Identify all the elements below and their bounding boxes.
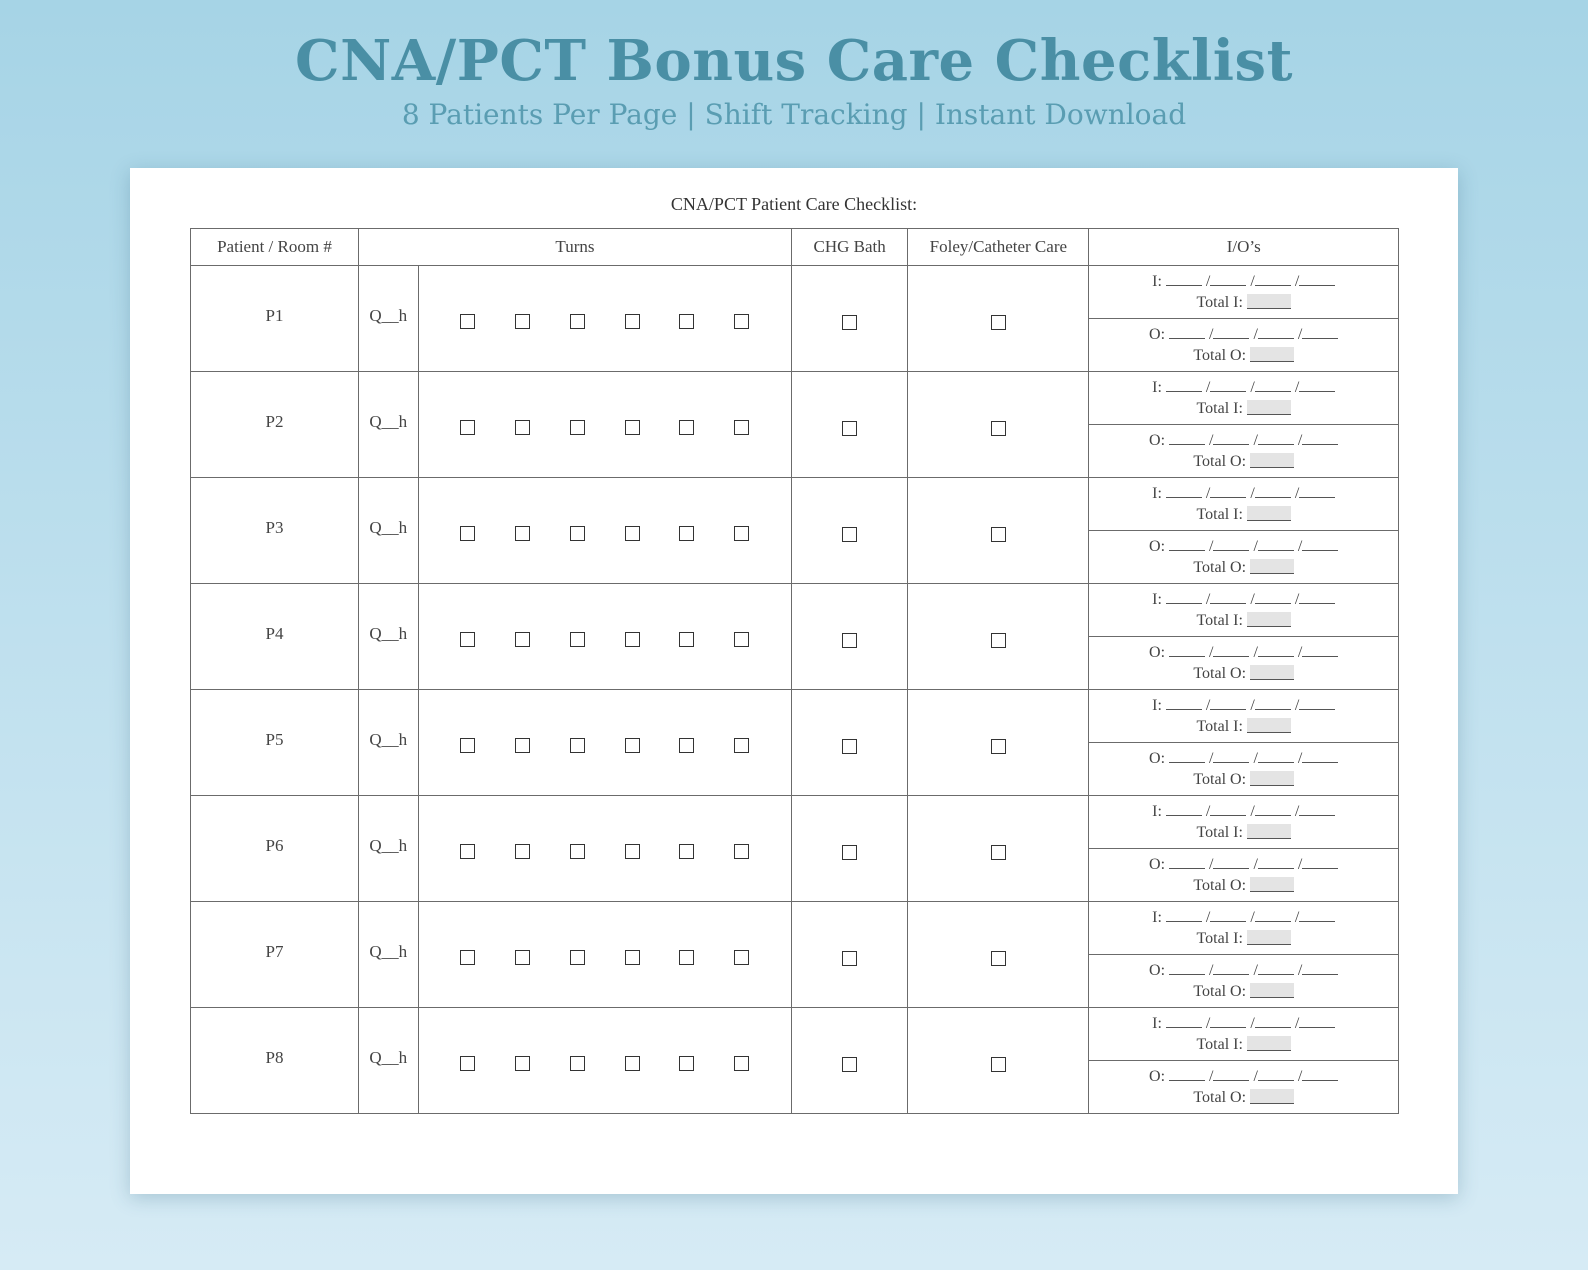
total-output-label: Total O: [1193,771,1247,788]
turns-cell [418,372,791,478]
blank-line[interactable] [1166,485,1202,498]
table-row [191,584,1399,637]
chg-bath-checkbox[interactable] [842,845,857,860]
blank-line[interactable] [1166,803,1202,816]
total-output-label: Total O: [1193,559,1247,576]
total-intake-field[interactable] [1247,718,1291,733]
blank-line[interactable] [1166,273,1202,286]
checklist-sheet [130,168,1458,1194]
intake-label: I: [1152,1015,1162,1032]
chg-bath-checkbox[interactable] [842,421,857,436]
turns-cell [418,1008,791,1114]
turn-checkbox[interactable] [570,526,585,541]
intake-line: I: / / / [1089,801,1398,822]
intake-total [1089,504,1398,525]
chg-bath-checkbox[interactable] [842,951,857,966]
total-intake-field[interactable] [1247,400,1291,415]
total-intake-field[interactable] [1247,506,1291,521]
total-intake-label: Total I: [1196,506,1243,523]
total-output-field[interactable] [1250,559,1294,574]
total-output-field[interactable] [1250,1089,1294,1104]
intake-line: I: / / / [1089,483,1398,504]
turn-checkbox[interactable] [460,1056,475,1071]
turn-checkbox[interactable] [734,950,749,965]
turn-checkbox[interactable] [679,738,694,753]
turn-checkbox[interactable] [734,420,749,435]
blank-line[interactable] [1210,485,1246,498]
total-intake-field[interactable] [1247,612,1291,627]
turn-checkbox[interactable] [734,738,749,753]
turn-checkbox[interactable] [515,314,530,329]
intake-total [1089,822,1398,843]
intake-total [1089,398,1398,419]
blank-line[interactable] [1302,432,1338,445]
foley-care-cell [908,372,1089,478]
turn-checkbox[interactable] [460,950,475,965]
blank-line[interactable] [1255,909,1291,922]
intake-cell [1089,690,1399,743]
foley-care-cell [908,796,1089,902]
turn-checkbox[interactable] [460,632,475,647]
total-output-label: Total O: [1193,665,1247,682]
output-label: O: [1149,432,1166,449]
intake-label: I: [1152,379,1162,396]
patient-id: P4 [265,623,284,643]
col-header-chg-bath: CHG Bath [791,229,907,266]
col-header-turns: Turns [358,229,791,266]
output-line: O: / / / [1089,536,1398,557]
total-output-label: Total O: [1193,877,1247,894]
turn-frequency: Q__h [369,941,408,961]
checklist-table [190,228,1399,1114]
intake-label: I: [1152,697,1162,714]
output-total [1089,769,1398,790]
blank-line[interactable] [1166,379,1202,392]
turn-checkbox[interactable] [625,844,640,859]
patient-cell [191,266,359,372]
blank-line[interactable] [1213,538,1249,551]
blank-line[interactable] [1255,697,1291,710]
page-subtitle: 8 Patients Per Page | Shift Tracking | Instant Download [401,98,1187,131]
intake-line: I: / / / [1089,907,1398,928]
blank-line[interactable] [1255,273,1291,286]
blank-line[interactable] [1255,803,1291,816]
total-intake-label: Total I: [1196,824,1243,841]
output-line: O: / / / [1089,960,1398,981]
foley-care-cell [908,1008,1089,1114]
table-row [191,478,1399,531]
patient-cell [191,478,359,584]
turn-checkbox[interactable] [570,1056,585,1071]
foley-care-checkbox[interactable] [991,951,1006,966]
chg-bath-checkbox[interactable] [842,527,857,542]
turn-checkbox[interactable] [570,738,585,753]
turn-checkbox[interactable] [625,314,640,329]
chg-bath-cell [791,1008,907,1114]
blank-line[interactable] [1299,591,1335,604]
blank-line[interactable] [1299,1015,1335,1028]
blank-line[interactable] [1210,909,1246,922]
blank-line[interactable] [1302,962,1338,975]
output-cell [1089,849,1399,902]
col-header-patient: Patient / Room # [191,229,359,266]
total-intake-label: Total I: [1196,612,1243,629]
output-cell [1089,319,1399,372]
blank-line[interactable] [1258,750,1294,763]
table-row [191,796,1399,849]
foley-care-cell [908,902,1089,1008]
output-total [1089,345,1398,366]
turn-checkbox[interactable] [625,1056,640,1071]
turn-checkbox[interactable] [515,526,530,541]
turn-frequency-cell [358,796,418,902]
patient-id: P7 [265,941,284,961]
intake-label: I: [1152,273,1162,290]
intake-total [1089,716,1398,737]
blank-line[interactable] [1169,856,1205,869]
blank-line[interactable] [1258,326,1294,339]
turn-frequency: Q__h [369,1047,408,1067]
blank-line[interactable] [1166,697,1202,710]
blank-line[interactable] [1258,1068,1294,1081]
blank-line[interactable] [1169,432,1205,445]
intake-total [1089,1034,1398,1055]
output-label: O: [1149,644,1166,661]
turn-checkbox[interactable] [625,420,640,435]
turn-checkbox[interactable] [570,950,585,965]
foley-care-checkbox[interactable] [991,1057,1006,1072]
blank-line[interactable] [1255,1015,1291,1028]
blank-line[interactable] [1210,273,1246,286]
total-output-field[interactable] [1250,877,1294,892]
blank-line[interactable] [1302,1068,1338,1081]
foley-care-cell [908,584,1089,690]
intake-label: I: [1152,803,1162,820]
blank-line[interactable] [1210,379,1246,392]
patient-id: P3 [265,517,284,537]
output-cell [1089,743,1399,796]
output-total [1089,1087,1398,1108]
total-intake-field[interactable] [1247,1036,1291,1051]
turn-checkbox[interactable] [734,844,749,859]
turn-frequency: Q__h [369,623,408,643]
output-cell [1089,425,1399,478]
turn-checkbox[interactable] [570,632,585,647]
turn-checkbox[interactable] [460,844,475,859]
patient-id: P2 [265,411,284,431]
foley-care-cell [908,690,1089,796]
chg-bath-cell [791,266,907,372]
output-line: O: / / / [1089,642,1398,663]
blank-line[interactable] [1302,856,1338,869]
total-intake-label: Total I: [1196,400,1243,417]
col-header-foley: Foley/Catheter Care [908,229,1089,266]
blank-line[interactable] [1299,909,1335,922]
intake-cell [1089,372,1399,425]
output-label: O: [1149,856,1166,873]
output-line: O: / / / [1089,854,1398,875]
turn-checkbox[interactable] [734,1056,749,1071]
chg-bath-checkbox[interactable] [842,633,857,648]
patient-cell [191,902,359,1008]
chg-bath-checkbox[interactable] [842,739,857,754]
turn-checkbox[interactable] [679,1056,694,1071]
turn-frequency-cell [358,266,418,372]
blank-line[interactable] [1169,538,1205,551]
intake-line: I: / / / [1089,271,1398,292]
page-title: CNA/PCT Bonus Care Checklist [295,28,1293,94]
blank-line[interactable] [1213,962,1249,975]
patient-cell [191,1008,359,1114]
turn-frequency-cell [358,584,418,690]
blank-line[interactable] [1213,1068,1249,1081]
blank-line[interactable] [1299,273,1335,286]
intake-cell [1089,1008,1399,1061]
output-total [1089,981,1398,1002]
blank-line[interactable] [1169,1068,1205,1081]
blank-line[interactable] [1210,803,1246,816]
blank-line[interactable] [1169,644,1205,657]
patient-cell [191,372,359,478]
output-label: O: [1149,538,1166,555]
patient-cell [191,796,359,902]
blank-line[interactable] [1299,697,1335,710]
chg-bath-cell [791,690,907,796]
turn-frequency: Q__h [369,411,408,431]
total-output-field[interactable] [1250,347,1294,362]
intake-cell [1089,584,1399,637]
intake-cell [1089,902,1399,955]
turns-cell [418,796,791,902]
turn-checkbox[interactable] [570,844,585,859]
table-row [191,690,1399,743]
turn-checkbox[interactable] [679,314,694,329]
intake-line: I: / / / [1089,377,1398,398]
patient-id: P5 [265,729,284,749]
turn-frequency: Q__h [369,835,408,855]
foley-care-checkbox[interactable] [991,527,1006,542]
turn-frequency: Q__h [369,305,408,325]
total-output-field[interactable] [1250,771,1294,786]
turn-checkbox[interactable] [515,950,530,965]
turn-frequency-cell [358,1008,418,1114]
turn-checkbox[interactable] [679,844,694,859]
table-row [191,372,1399,425]
output-label: O: [1149,750,1166,767]
turn-checkbox[interactable] [460,526,475,541]
foley-care-cell [908,266,1089,372]
chg-bath-checkbox[interactable] [842,315,857,330]
blank-line[interactable] [1166,1015,1202,1028]
blank-line[interactable] [1255,379,1291,392]
turn-checkbox[interactable] [679,526,694,541]
patient-id: P6 [265,835,284,855]
chg-bath-cell [791,902,907,1008]
output-cell [1089,531,1399,584]
blank-line[interactable] [1258,962,1294,975]
intake-cell [1089,266,1399,319]
turn-checkbox[interactable] [570,314,585,329]
patient-cell [191,690,359,796]
blank-line[interactable] [1258,432,1294,445]
intake-line: I: / / / [1089,589,1398,610]
turn-checkbox[interactable] [515,632,530,647]
intake-line: I: / / / [1089,1013,1398,1034]
table-row [191,902,1399,955]
intake-total [1089,610,1398,631]
blank-line[interactable] [1166,909,1202,922]
foley-care-checkbox[interactable] [991,633,1006,648]
foley-care-checkbox[interactable] [991,315,1006,330]
turn-checkbox[interactable] [515,844,530,859]
blank-line[interactable] [1255,591,1291,604]
turn-frequency: Q__h [369,729,408,749]
blank-line[interactable] [1169,750,1205,763]
turn-checkbox[interactable] [679,420,694,435]
blank-line[interactable] [1258,644,1294,657]
foley-care-cell [908,478,1089,584]
intake-label: I: [1152,591,1162,608]
turns-cell [418,584,791,690]
turns-cell [418,902,791,1008]
chg-bath-cell [791,372,907,478]
chg-bath-cell [791,478,907,584]
total-intake-field[interactable] [1247,930,1291,945]
total-output-label: Total O: [1193,453,1247,470]
intake-cell [1089,796,1399,849]
patient-id: P8 [265,1047,284,1067]
turn-checkbox[interactable] [679,950,694,965]
turn-checkbox[interactable] [625,950,640,965]
sheet-title: CNA/PCT Patient Care Checklist: [670,194,918,214]
foley-care-checkbox[interactable] [991,845,1006,860]
blank-line[interactable] [1258,856,1294,869]
output-cell [1089,1061,1399,1114]
blank-line[interactable] [1255,485,1291,498]
intake-cell [1089,478,1399,531]
blank-line[interactable] [1210,697,1246,710]
blank-line[interactable] [1213,750,1249,763]
chg-bath-checkbox[interactable] [842,1057,857,1072]
turns-cell [418,478,791,584]
blank-line[interactable] [1258,538,1294,551]
total-output-label: Total O: [1193,983,1247,1000]
table-row [191,266,1399,319]
blank-line[interactable] [1299,485,1335,498]
total-intake-label: Total I: [1196,930,1243,947]
turn-frequency: Q__h [369,517,408,537]
turn-frequency-cell [358,478,418,584]
intake-label: I: [1152,485,1162,502]
blank-line[interactable] [1213,432,1249,445]
blank-line[interactable] [1169,326,1205,339]
output-line: O: / / / [1089,1066,1398,1087]
blank-line[interactable] [1302,750,1338,763]
blank-line[interactable] [1210,1015,1246,1028]
total-output-label: Total O: [1193,1089,1247,1106]
turn-checkbox[interactable] [625,632,640,647]
blank-line[interactable] [1213,326,1249,339]
blank-line[interactable] [1166,591,1202,604]
total-output-label: Total O: [1193,347,1247,364]
total-intake-label: Total I: [1196,1036,1243,1053]
output-label: O: [1149,326,1166,343]
header-row [191,229,1399,266]
turn-checkbox[interactable] [625,738,640,753]
chg-bath-cell [791,796,907,902]
blank-line[interactable] [1299,803,1335,816]
turn-checkbox[interactable] [570,420,585,435]
blank-line[interactable] [1169,962,1205,975]
output-total [1089,663,1398,684]
turns-cell [418,266,791,372]
intake-total [1089,928,1398,949]
total-intake-field[interactable] [1247,824,1291,839]
patient-cell [191,584,359,690]
blank-line[interactable] [1302,326,1338,339]
foley-care-checkbox[interactable] [991,421,1006,436]
total-output-field[interactable] [1250,665,1294,680]
turn-checkbox[interactable] [460,314,475,329]
turn-checkbox[interactable] [515,738,530,753]
turns-cell [418,690,791,796]
blank-line[interactable] [1210,591,1246,604]
output-cell [1089,637,1399,690]
turn-checkbox[interactable] [734,632,749,647]
blank-line[interactable] [1213,644,1249,657]
turn-checkbox[interactable] [625,526,640,541]
blank-line[interactable] [1213,856,1249,869]
turn-frequency-cell [358,902,418,1008]
total-intake-label: Total I: [1196,294,1243,311]
table-row [191,1008,1399,1061]
output-line: O: / / / [1089,430,1398,451]
turn-checkbox[interactable] [515,1056,530,1071]
turn-checkbox[interactable] [734,314,749,329]
output-total [1089,875,1398,896]
blank-line[interactable] [1302,538,1338,551]
patient-id: P1 [265,305,284,325]
output-label: O: [1149,962,1166,979]
output-line: O: / / / [1089,748,1398,769]
turn-checkbox[interactable] [679,632,694,647]
output-total [1089,557,1398,578]
total-output-field[interactable] [1250,453,1294,468]
turn-checkbox[interactable] [515,420,530,435]
col-header-io: I/O’s [1089,229,1399,266]
output-cell [1089,955,1399,1008]
total-intake-label: Total I: [1196,718,1243,735]
output-total [1089,451,1398,472]
intake-line: I: / / / [1089,695,1398,716]
turn-frequency-cell [358,690,418,796]
output-label: O: [1149,1068,1166,1085]
total-intake-field[interactable] [1247,294,1291,309]
intake-total [1089,292,1398,313]
output-line: O: / / / [1089,324,1398,345]
turn-checkbox[interactable] [734,526,749,541]
blank-line[interactable] [1299,379,1335,392]
total-output-field[interactable] [1250,983,1294,998]
intake-label: I: [1152,909,1162,926]
turn-checkbox[interactable] [460,738,475,753]
turn-checkbox[interactable] [460,420,475,435]
foley-care-checkbox[interactable] [991,739,1006,754]
blank-line[interactable] [1302,644,1338,657]
turn-frequency-cell [358,372,418,478]
chg-bath-cell [791,584,907,690]
